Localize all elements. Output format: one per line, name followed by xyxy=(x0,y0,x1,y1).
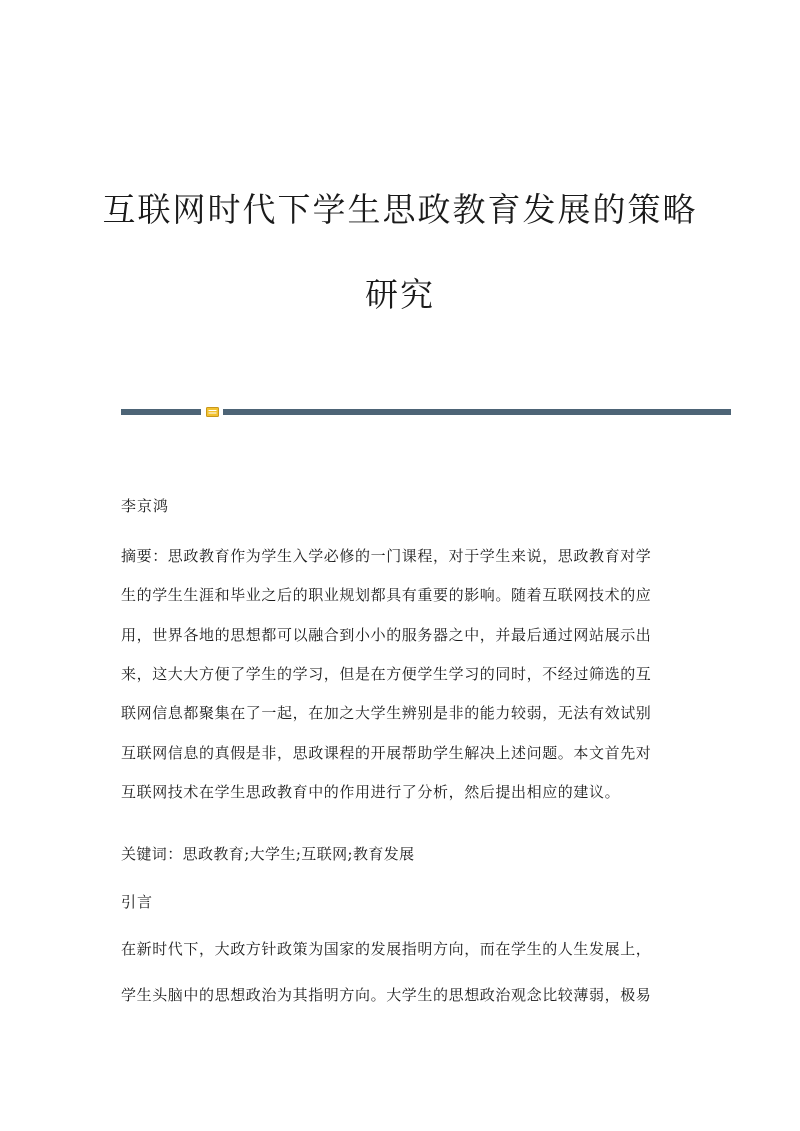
abstract-line: 互联网技术在学生思政教育中的作用进行了分析，然后提出相应的建议。 xyxy=(121,783,621,801)
abstract-line: 用，世界各地的思想都可以融合到小小的服务器之中，并最后通过网站展示出 xyxy=(121,626,652,644)
author-name: 李京鸿 xyxy=(121,497,170,515)
document-icon xyxy=(206,407,219,417)
abstract-line: 生的学生生涯和毕业之后的职业规划都具有重要的影响。随着互联网技术的应 xyxy=(121,586,652,604)
abstract-line: 来，这大大方便了学生的学习，但是在方便学生学习的同时，不经过筛选的互 xyxy=(121,665,652,683)
paper-title-line-2: 研究 xyxy=(365,275,435,314)
body-paragraph-line: 在新时代下，大政方针政策为国家的发展指明方向，而在学生的人生发展上， xyxy=(121,940,652,958)
divider-bar-left xyxy=(121,409,201,415)
body-paragraph-line: 学生头脑中的思想政治为其指明方向。大学生的思想政治观念比较薄弱，极易 xyxy=(121,986,652,1004)
paper-title-line-1: 互联网时代下学生思政教育发展的策略 xyxy=(102,190,698,229)
abstract-line: 摘要：思政教育作为学生入学必修的一门课程，对于学生来说，思政教育对学 xyxy=(121,547,652,565)
abstract-line: 互联网信息的真假是非，思政课程的开展帮助学生解决上述问题。本文首先对 xyxy=(121,744,652,762)
section-heading-intro: 引言 xyxy=(121,893,154,911)
abstract-line: 联网信息都聚集在了一起，在加之大学生辨别是非的能力较弱，无法有效试别 xyxy=(121,704,652,722)
divider-bar-right xyxy=(223,409,731,415)
title-divider xyxy=(121,407,731,416)
keywords-line: 关键词：思政教育;大学生;互联网;教育发展 xyxy=(121,845,415,863)
